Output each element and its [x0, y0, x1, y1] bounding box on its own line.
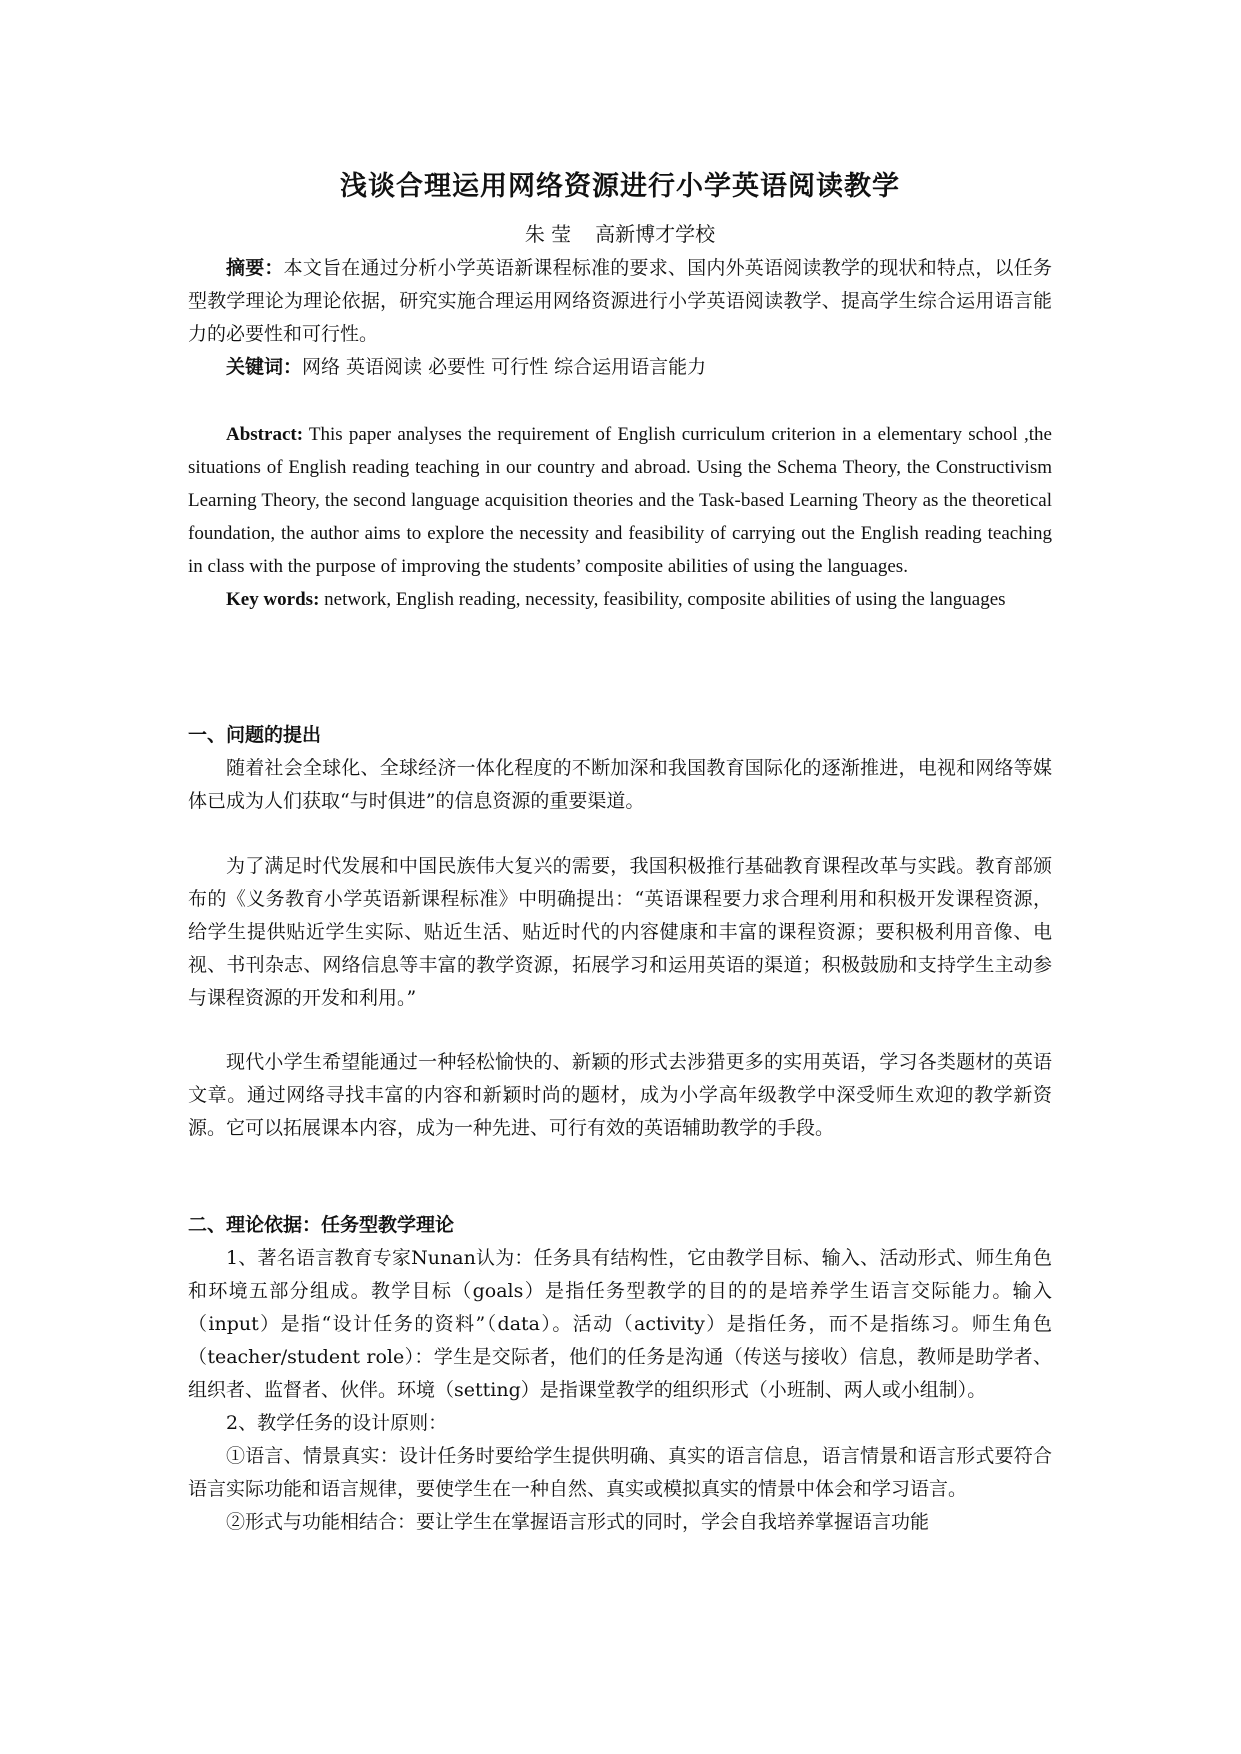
abstract-en-paragraph — [188, 418, 1052, 583]
section1-p3-text: 现代小学生希望能通过一种轻松愉快的、新颖的形式去涉猎更多的实用英语，学习各类题材的英语文章。通过网络寻找丰富的内容和新颖时尚的题材，成为小学高年级教学中深受师生欢迎的教学新资源。它可以拓展课本内容，成为一种先进、可行有效的英语辅助教学的手段。 — [188, 1051, 1052, 1139]
abstract-en-label: Abstract: — [226, 424, 304, 445]
section2-body — [188, 1242, 1052, 1539]
abstract-cn-paragraph — [188, 252, 1052, 351]
keywords-en-paragraph — [188, 583, 1052, 616]
section1-p2-text: 为了满足时代发展和中国民族伟大复兴的需要，我国积极推行基础教育课程改革与实践。教育部颁布的《义务教育小学英语新课程标准》中明确提出：“英语课程要力求合理利用和积极开发课程资源，给学生提供贴近学生实际、贴近生活、贴近时代的内容健康和丰富的课程资源；要积极利用音像、电视、书刊杂志、网络信息等丰富的教学资源，拓展学习和运用英语的渠道；积极鼓励和支持学生主动参与课程资源的开发和利用。” — [188, 855, 1052, 1009]
keywords-cn-text: 网络 英语阅读 必要性 可行性 综合运用语言能力 — [302, 356, 707, 378]
abstract-en-text: This paper analyses the requirement of English curriculum criterion in a elementary school ,the situations of English reading teaching in our country and abroad. Using the Schema Theory, the Constructivism Learning Theory, the second language acquisition theories and the Task-based Learning Theory as the theoretical foundation, the author aims to explore the necessity and feasibility of carrying out the English reading teaching in class with the purpose of improving the students’ composite abilities of using the languages. — [188, 424, 1052, 577]
keywords-en-text: network, English reading, necessity, feasibility, composite abilities of using the languages — [319, 589, 1006, 610]
section2-p1-text: 1、著名语言教育专家Nunan认为：任务具有结构性，它由教学目标、输入、活动形式、师生角色和环境五部分组成。教学目标（goals）是指任务型教学的目的的是培养学生语言交际能力。输入（input）是指“设计任务的资料”（data）。活动（activity）是指任务，而不是指练习。师生角色（teacher/student role）：学生是交际者，他们的任务是沟通（传送与接收）信息，教师是助学者、组织者、监督者、伙伴。环境（setting）是指课堂教学的组织形式（小班制、两人或小组制）。 — [188, 1247, 1052, 1401]
author-school: 高新博才学校 — [595, 222, 716, 246]
abstract-en — [188, 418, 1052, 616]
section1-p1-text: 随着社会全球化、全球经济一体化程度的不断加深和我国教育国际化的逐渐推进，电视和网络等媒体已成为人们获取“与时俱进”的信息资源的重要渠道。 — [188, 757, 1052, 812]
section2-heading: 二、理论依据：任务型教学理论 — [188, 1214, 455, 1236]
abstract-cn-label: 摘要： — [226, 257, 284, 279]
author-name: 朱 莹 — [524, 222, 572, 246]
author-line — [188, 218, 1052, 247]
abstract-cn — [188, 252, 1052, 384]
section2-p3-text: ①语言、情景真实：设计任务时要给学生提供明确、真实的语言信息，语言情景和语言形式要符合语言实际功能和语言规律，要使学生在一种自然、真实或模拟真实的情景中体会和学习语言。 — [188, 1445, 1052, 1500]
keywords-en-label: Key words: — [226, 589, 320, 610]
paper-title: 浅谈合理运用网络资源进行小学英语阅读教学 — [340, 171, 900, 202]
section2-p4-text: ②形式与功能相结合：要让学生在掌握语言形式的同时，学会自我培养掌握语言功能 — [226, 1511, 930, 1533]
section1-para1 — [188, 752, 1052, 818]
keywords-cn-label: 关键词： — [226, 356, 303, 378]
section1-para2 — [188, 850, 1052, 1015]
section1-heading: 一、问题的提出 — [188, 724, 322, 746]
abstract-cn-text: 本文旨在通过分析小学英语新课程标准的要求、国内外英语阅读教学的现状和特点，以任务型教学理论为理论依据，研究实施合理运用网络资源进行小学英语阅读教学、提高学生综合运用语言能力的必要性和可行性。 — [188, 257, 1052, 345]
section1-para3 — [188, 1046, 1052, 1145]
section2-p2-text: 2、教学任务的设计原则： — [226, 1412, 448, 1434]
keywords-cn-paragraph — [188, 351, 1052, 384]
